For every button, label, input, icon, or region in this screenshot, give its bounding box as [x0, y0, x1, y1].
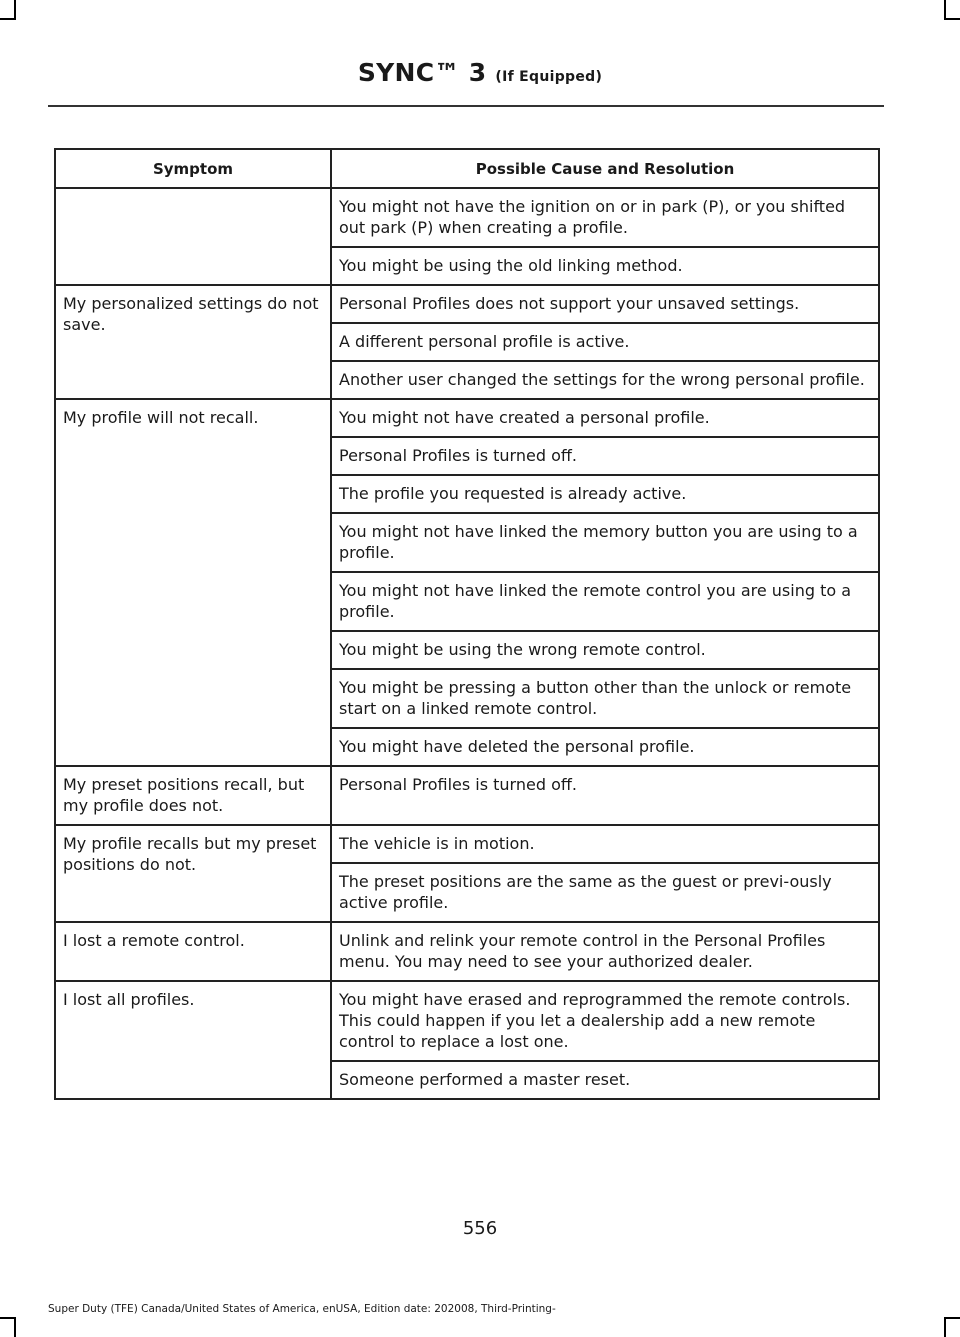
- cause-cell: The preset positions are the same as the guest or previ-ously active profile.: [331, 863, 879, 922]
- cause-cell: You might be using the old linking method.: [331, 247, 879, 285]
- symptom-cell: My personalized settings do not save.: [55, 285, 331, 399]
- symptom-cell: [55, 188, 331, 285]
- table-row: [55, 399, 879, 437]
- cause-cell: You might have deleted the personal profile.: [331, 728, 879, 766]
- cause-cell: A different personal profile is active.: [331, 323, 879, 361]
- table-row: [55, 285, 879, 323]
- table-row: [55, 766, 879, 825]
- symptom-cell: My preset positions recall, but my profile does not.: [55, 766, 331, 825]
- cause-cell: Personal Profiles is turned off.: [331, 766, 879, 825]
- troubleshooting-table: [54, 148, 880, 1100]
- symptom-cell: I lost a remote control.: [55, 922, 331, 981]
- cause-cell: You might be using the wrong remote control.: [331, 631, 879, 669]
- cause-cell: You might not have created a personal profile.: [331, 399, 879, 437]
- crop-mark: [944, 1317, 960, 1319]
- header-divider: [48, 105, 884, 107]
- cause-cell: Personal Profiles does not support your unsaved settings.: [331, 285, 879, 323]
- cause-cell: You might not have the ignition on or in park (P), or you shifted out park (P) when creating a profile.: [331, 188, 879, 247]
- crop-mark: [0, 1317, 16, 1319]
- cause-cell: You might be pressing a button other than the unlock or remote start on a linked remote control.: [331, 669, 879, 728]
- cause-cell: Someone performed a master reset.: [331, 1061, 879, 1099]
- crop-mark: [14, 1317, 16, 1337]
- footer-edition-note: Super Duty (TFE) Canada/United States of America, enUSA, Edition date: 202008, Third-Printing-: [48, 1303, 556, 1315]
- page-number: 556: [462, 1218, 498, 1239]
- crop-mark: [944, 1317, 946, 1337]
- cause-cell: You might not have linked the memory button you are using to a profile.: [331, 513, 879, 572]
- column-header-symptom: Symptom: [55, 149, 331, 188]
- symptom-cell: I lost all profiles.: [55, 981, 331, 1099]
- cause-cell: The vehicle is in motion.: [331, 825, 879, 863]
- cause-cell: Personal Profiles is turned off.: [331, 437, 879, 475]
- header-title: SYNC™ 3: [357, 58, 487, 87]
- crop-mark: [944, 0, 946, 20]
- crop-mark: [944, 18, 960, 20]
- header-subtitle: (If Equipped): [495, 69, 603, 85]
- table-row: [55, 825, 879, 863]
- cause-cell: Unlink and relink your remote control in the Personal Profiles menu. You may need to see your authorized dealer.: [331, 922, 879, 981]
- table-row: [55, 981, 879, 1061]
- symptom-cell: My profile recalls but my preset positions do not.: [55, 825, 331, 922]
- cause-cell: You might have erased and reprogrammed the remote controls. This could happen if you let a dealership add a new remote control to replace a lost one.: [331, 981, 879, 1061]
- table-header-row: [55, 149, 879, 188]
- crop-mark: [0, 18, 16, 20]
- table-row: [55, 922, 879, 981]
- cause-cell: You might not have linked the remote control you are using to a profile.: [331, 572, 879, 631]
- symptom-cell: My profile will not recall.: [55, 399, 331, 766]
- cause-cell: The profile you requested is already active.: [331, 475, 879, 513]
- crop-mark: [14, 0, 16, 20]
- table-row: [55, 188, 879, 247]
- column-header-cause: Possible Cause and Resolution: [331, 149, 879, 188]
- cause-cell: Another user changed the settings for the wrong personal profile.: [331, 361, 879, 399]
- page-header: [0, 58, 960, 87]
